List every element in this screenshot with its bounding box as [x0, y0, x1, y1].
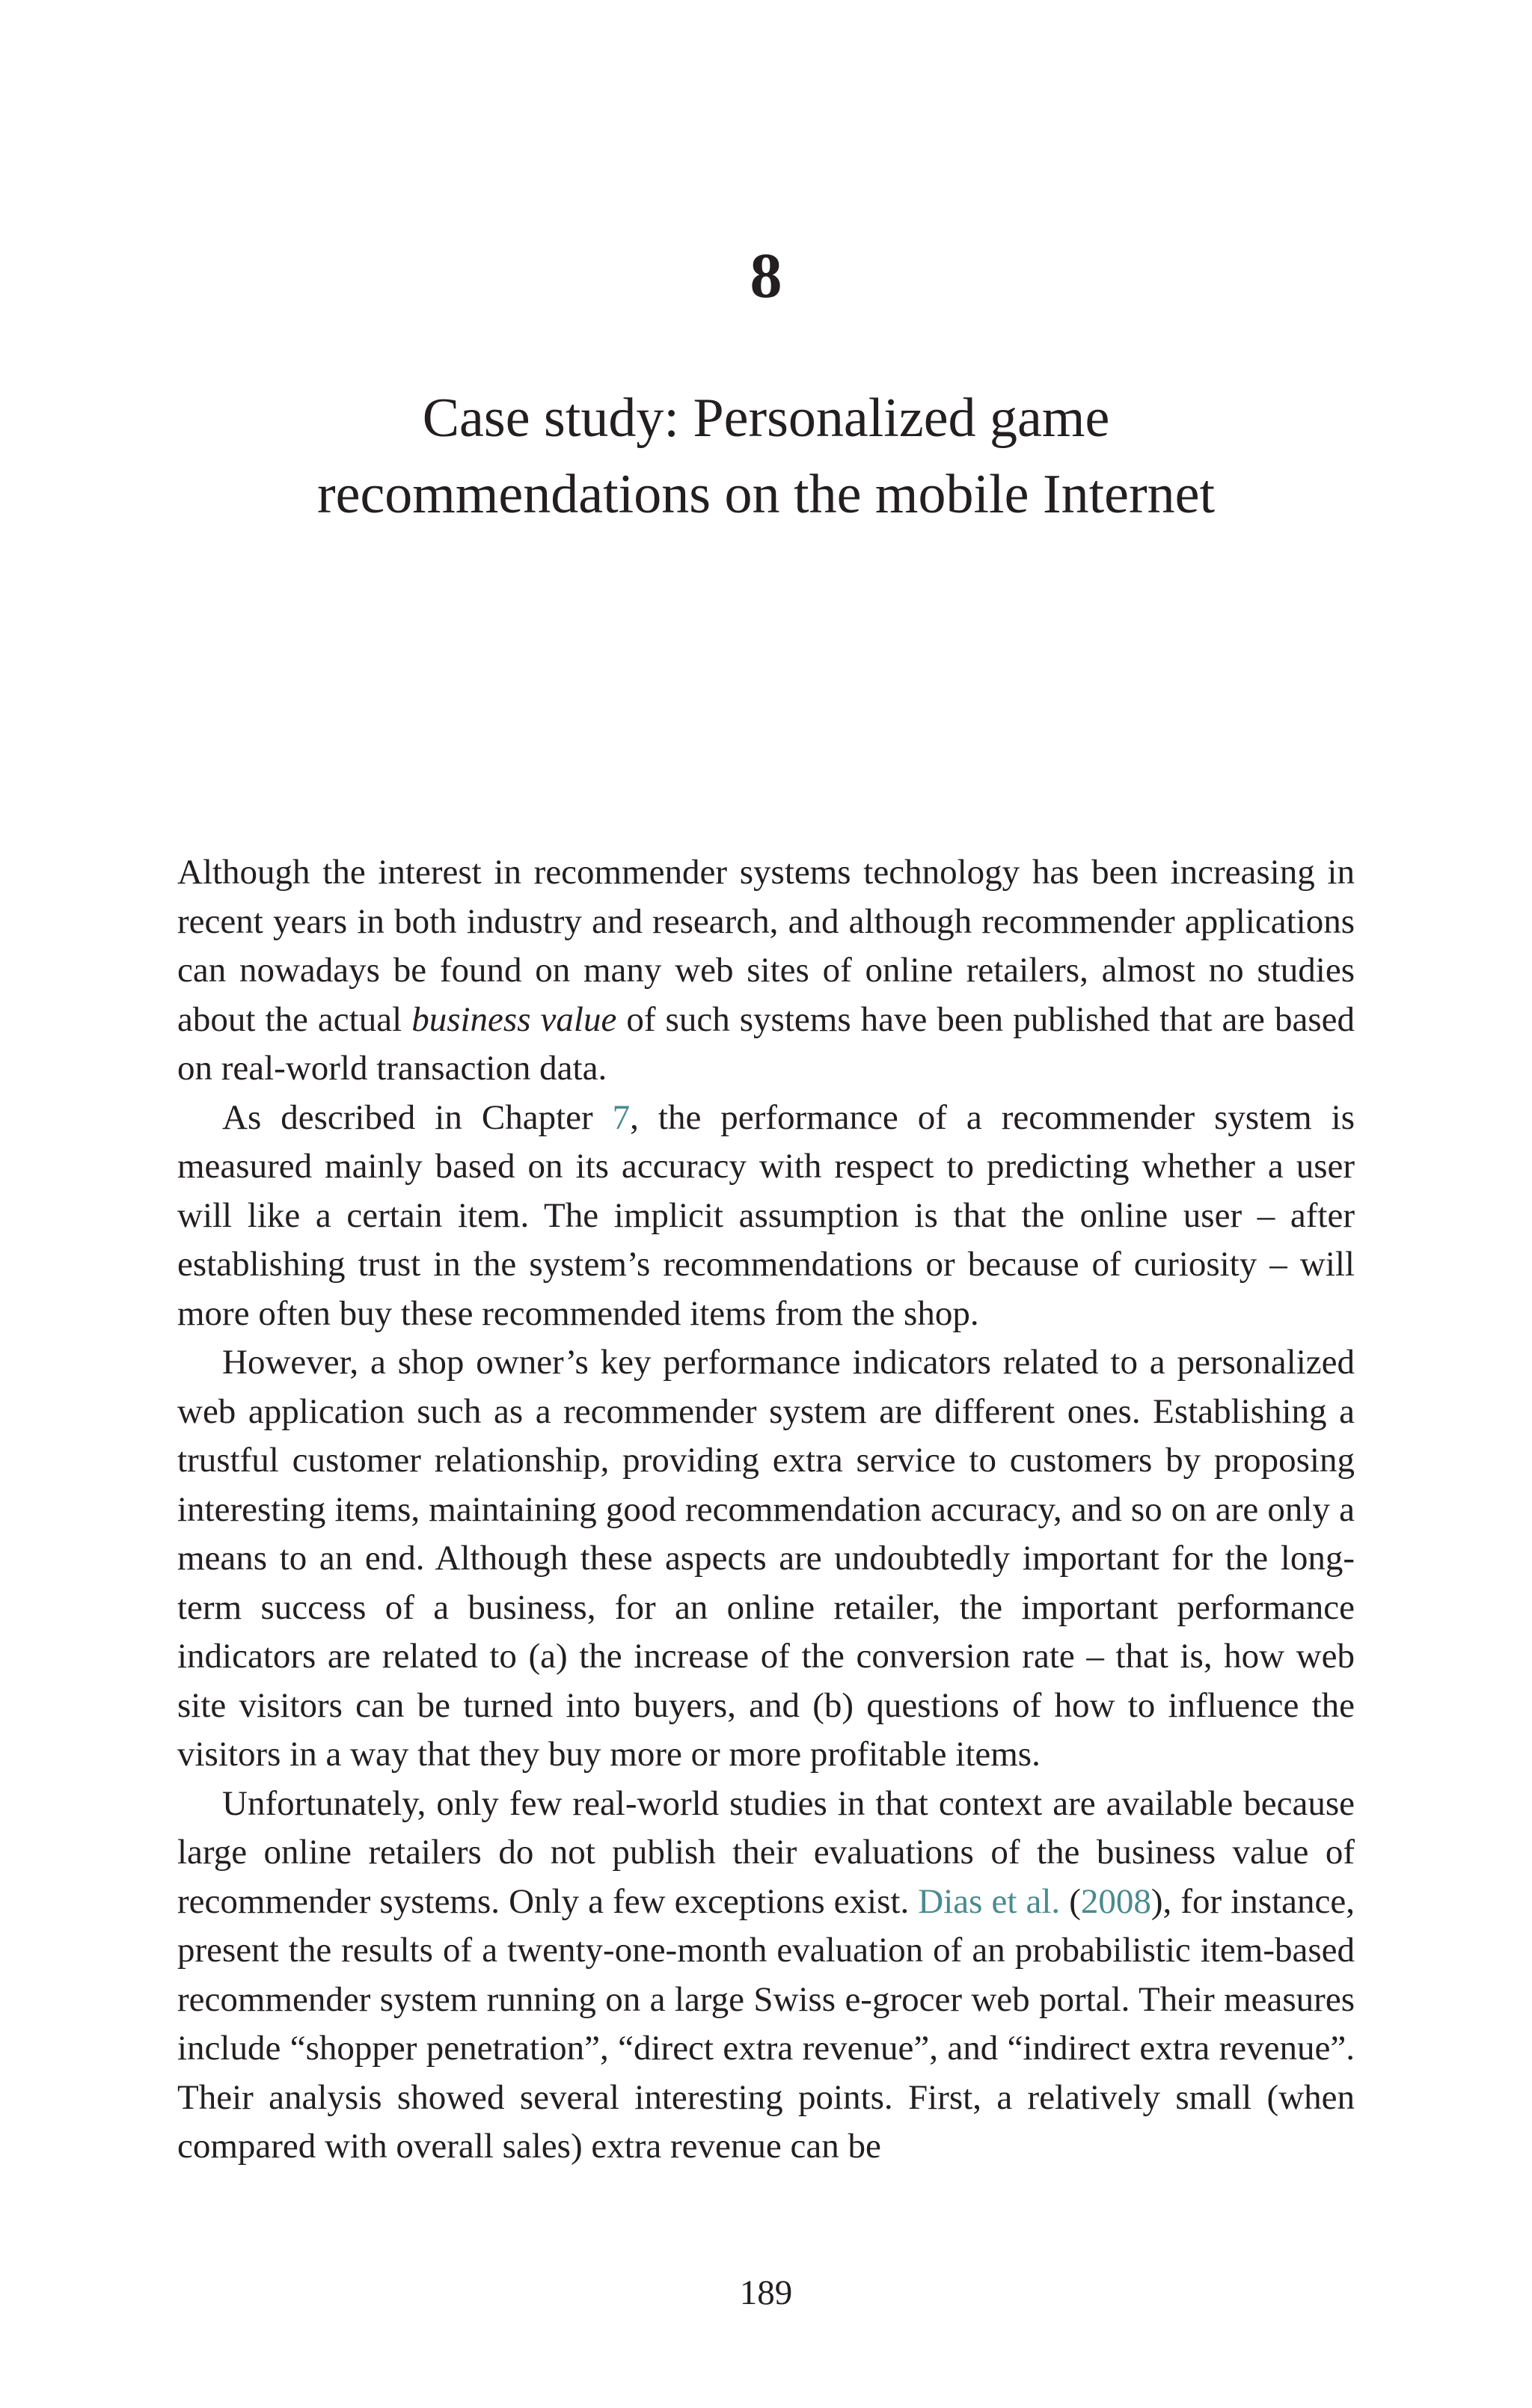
chapter-title — [0, 380, 1532, 533]
citation-author-link[interactable]: Dias et al. — [918, 1881, 1061, 1921]
paragraph-2-text-a: As described in Chapter — [222, 1097, 613, 1137]
paragraph-2-text-b: , the performance of a recommender system is measured mainly based on its accuracy with respect to predicting whether a user will like a certain item. The implicit assumption is that the online user – after establishing trust in the system’s recommendations or because of curiosity – will more often buy these recommended items from the shop. — [177, 1097, 1355, 1333]
body-text — [177, 848, 1355, 2172]
chapter-7-link[interactable]: 7 — [612, 1097, 631, 1137]
paragraph-1-text-a: Although the interest in recommender systems technology has been increasing in recent years in both industry and research, and although recommender applications can nowadays be found on many web sites of online retailers, almost no studies about the actual — [177, 853, 1355, 1039]
chapter-title-line-1: Case study: Personalized game — [422, 387, 1110, 449]
chapter-title-line-2: recommendations on the mobile Internet — [316, 463, 1216, 525]
page-number: 189 — [739, 2273, 793, 2312]
emphasis-business-value: business value — [411, 999, 617, 1039]
citation-open-paren: ( — [1060, 1881, 1081, 1921]
paragraph-4-text-a: Unfortunately, only few real-world studies in that context are available because large online retailers do not publish their evaluations of the business value of recommender systems. Only a few exceptions exist. — [177, 1783, 1355, 1921]
paragraph-4-text-b: ), for instance, present the results of a twenty-one-month evaluation of an probabilistic item-based recommender system running on a large Swiss e-grocer web portal. Their measures include “shopper penetration”, “direct extra revenue”, and “indirect extra revenue”. Their analysis showed several interesting points. First, a relatively small (when compared with overall sales) extra revenue can be — [177, 1881, 1355, 2166]
paragraph-3: However, a shop owner’s key performance indicators related to a personalized web application such as a recommender system are different ones. Establishing a trustful customer relationship, providing extra service to customers by proposing interesting items, maintaining good recommendation accuracy, and so on are only a means to an end. Although these aspects are undoubtedly important for the long-term success of a business, for an online retailer, the important performance indicators are related to (a) the increase of the conversion rate – that is, how web site visitors can be turned into buyers, and (b) questions of how to influence the visitors in a way that they buy more or more profitable items. — [177, 1343, 1355, 1774]
chapter-number: 8 — [750, 239, 782, 311]
citation-year-link[interactable]: 2008 — [1080, 1881, 1151, 1921]
paragraph-1 — [177, 848, 1355, 1094]
paragraph-4 — [177, 1780, 1355, 2172]
paragraph-1-text-b: of such systems have been published that are based on real-world transaction data. — [177, 999, 1355, 1088]
paragraph-2 — [177, 1094, 1355, 1339]
